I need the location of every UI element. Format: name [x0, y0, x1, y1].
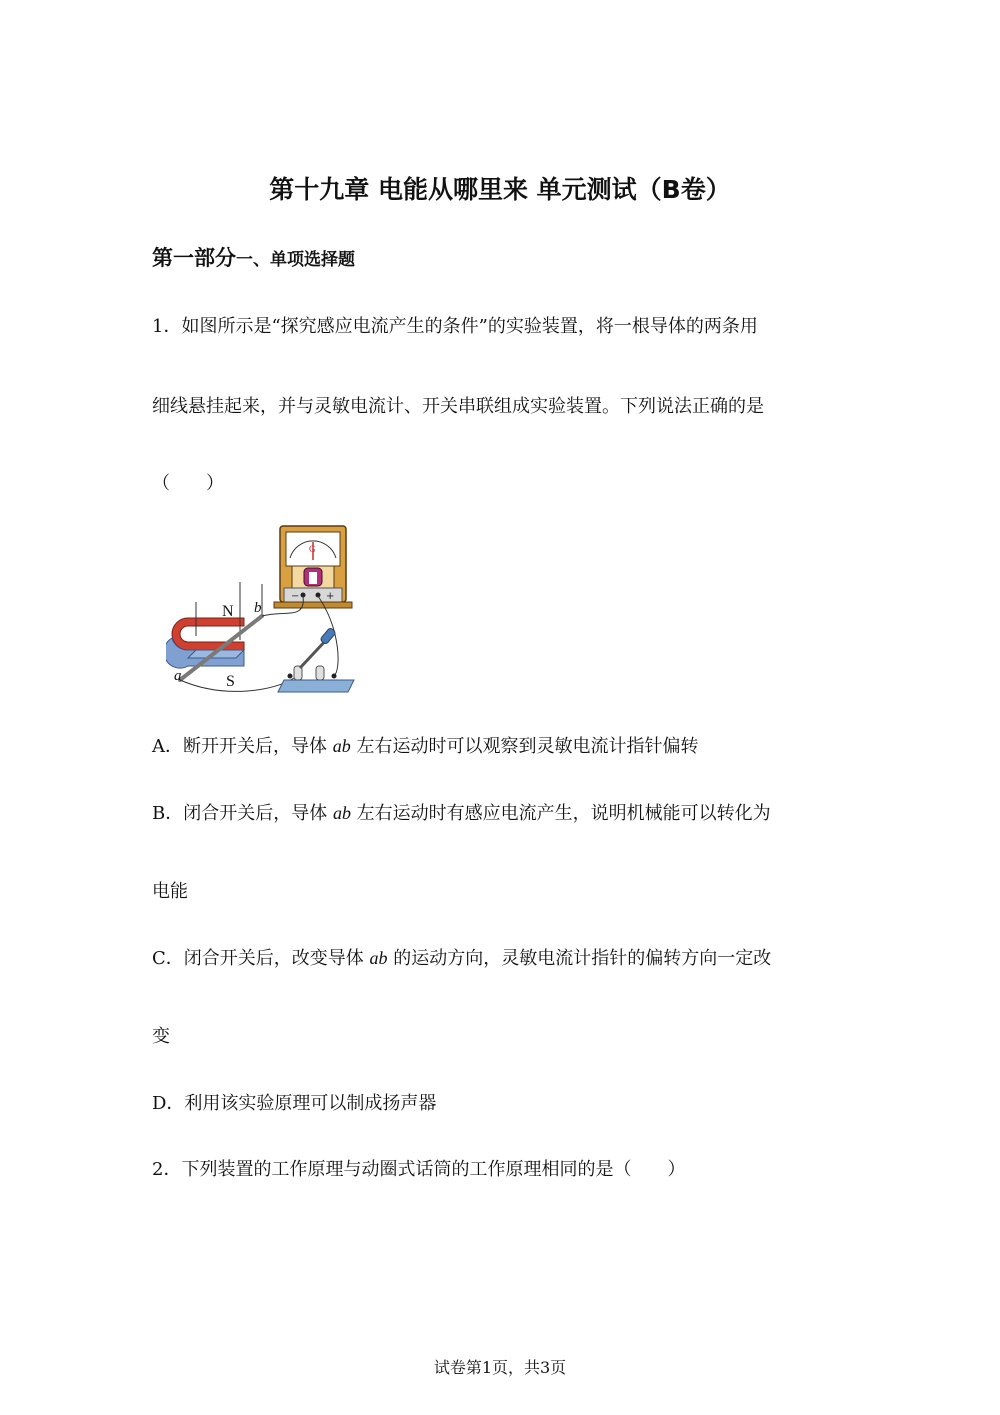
q1-option-b-continued: 电能: [152, 881, 188, 902]
terminal-minus: −: [291, 591, 300, 602]
q1-answer-blank: （ ）: [152, 473, 224, 494]
q1-stem-line1: 1．如图所示是“探究感应电流产生的条件”的实验装置，将一根导体的两条用: [152, 316, 758, 337]
galvanometer-letter: G: [309, 544, 316, 554]
page-footer: 试卷第1页，共3页: [433, 1358, 567, 1377]
experiment-apparatus-diagram: [166, 520, 361, 700]
section-heading: [152, 242, 355, 272]
q1-figure: [166, 520, 361, 700]
north-pole-label: N: [222, 603, 234, 620]
q1-option-d[interactable]: D．利用该实验原理可以制成扬声器: [152, 1093, 437, 1114]
switch-icon: [278, 627, 354, 692]
label-b: b: [254, 600, 262, 616]
q1-option-a[interactable]: A．断开开关后，导体 ab 左右运动时可以观察到灵敏电流计指针偏转: [152, 736, 699, 757]
galvanometer-icon: [274, 526, 352, 608]
section-name: 一、单项选择题: [236, 250, 355, 270]
q2-stem: 2．下列装置的工作原理与动圈式话筒的工作原理相同的是（ ）: [152, 1159, 686, 1180]
section-part: 第一部分: [152, 246, 236, 270]
label-a: a: [174, 668, 182, 684]
q1-option-c[interactable]: C．闭合开关后，改变导体 ab 的运动方向，灵敏电流计指针的偏转方向一定改: [152, 948, 772, 969]
page-title: 第十九章 电能从哪里来 单元测试（B卷）: [269, 175, 731, 204]
terminal-plus: +: [326, 591, 335, 602]
south-pole-label: S: [226, 673, 235, 690]
q1-option-c-continued: 变: [152, 1026, 170, 1047]
q1-stem-line2: 细线悬挂起来，并与灵敏电流计、开关串联组成实验装置。下列说法正确的是: [152, 396, 764, 417]
q1-option-b[interactable]: B．闭合开关后，导体 ab 左右运动时有感应电流产生，说明机械能可以转化为: [152, 803, 771, 824]
